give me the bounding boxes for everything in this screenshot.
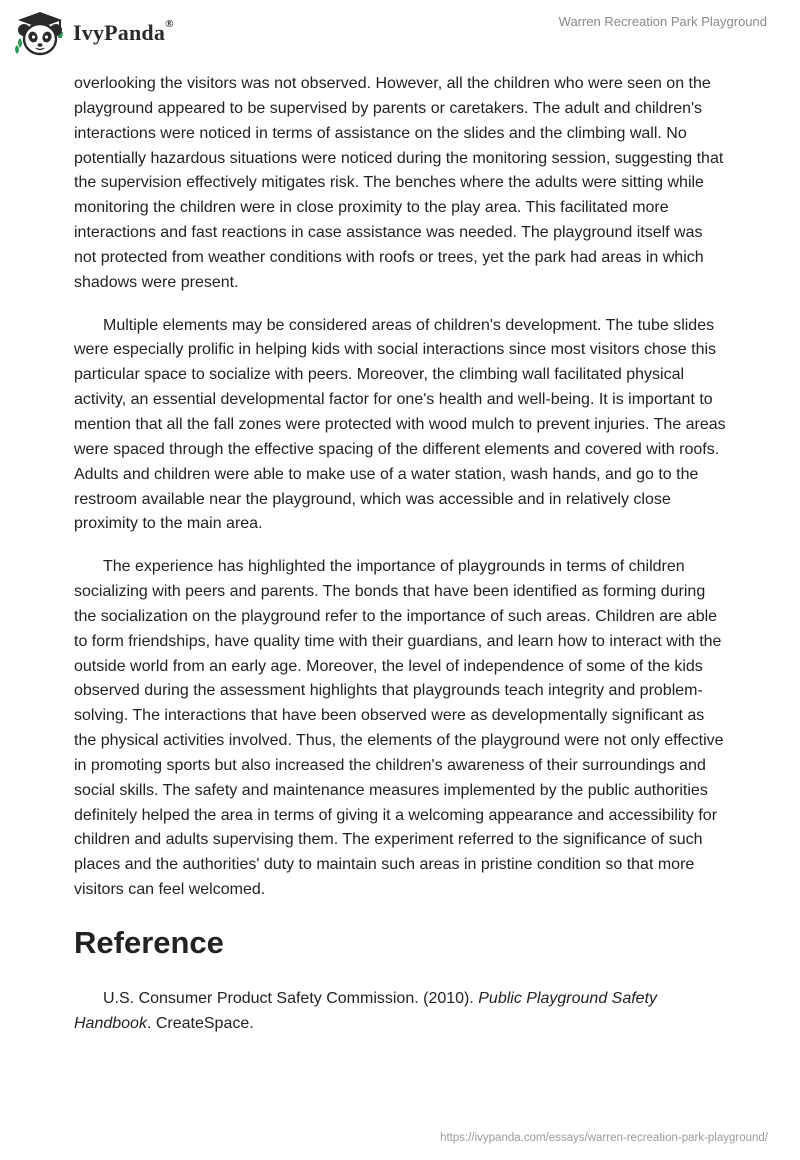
page-header — [0, 0, 800, 70]
brand-name: IvyPanda® — [73, 18, 174, 45]
paragraph: Multiple elements may be considered areas of children's development. The tube slides were especially prolific in helping kids with social interactions since most visitors chose this particular space to socialize with peers. Moreover, the climbing wall facilitated physical activity, an essential developmental factor for one's health and well-being. It is important to mention that all the fall zones were protected with wood mulch to prevent injuries. The areas were spaced through the effective spacing of the different elements and covered with roofs. Adults and children were able to make use of a water station, wash hands, and go to the restroom available near the playground, which was accessible and in relatively close proximity to the main area. — [74, 316, 726, 533]
reference-author-year: U.S. Consumer Product Safety Commission. (2010). — [103, 990, 479, 1007]
reference-publisher: . CreateSpace. — [146, 1014, 254, 1032]
reference-title: Public Playground Safety Handbook — [74, 990, 658, 1032]
essay-body — [74, 72, 728, 1055]
reference-heading: Reference — [74, 925, 224, 960]
source-url[interactable]: https://ivypanda.com/essays/warren-recreation-park-playground/ — [440, 1132, 768, 1144]
reference-entry — [74, 987, 728, 1037]
paragraph: The experience has highlighted the importance of playgrounds in terms of children socializing with peers and parents. The bonds that have been identified as forming during the socialization on the playground refer to the importance of such areas. Children are able to form friendships, have quality time with their guardians, and learn how to interact with the outside world from an early age. Moreover, the level of independence of some of the kids observed during the assessment highlights that playgrounds teach integrity and problem-solving. The interactions that have been observed were as developmentally significant as the physical activities involved. Thus, the elements of the playground were not only effective in promoting sports but also increased the children's awareness of their surroundings and social skills. The safety and maintenance measures implemented by the public authorities definitely helped the area in terms of giving it a welcoming appearance and accessibility for children and adults supervising them. The experiment referred to the significance of such places and the authorities' duty to maintain such areas in pristine condition so that more visitors can feel welcomed. — [74, 558, 724, 899]
paragraph-continued: overlooking the visitors was not observed. However, all the children who were seen on the playground appeared to be supervised by parents or caretakers. The adult and children's interactions were noticed in terms of assistance on the slides and the climbing wall. No potentially hazardous situations were noticed during the monitoring session, suggesting that the supervision effectively mitigates risk. The benches where the adults were sitting while monitoring the children were in close proximity to the play area. This facilitated more interactions and fast reactions in case assistance was needed. The playground itself was not protected from weather conditions with roofs or trees, yet the park had areas in which shadows were present. — [74, 75, 724, 291]
panda-graduation-cap-logo-icon — [14, 8, 66, 58]
registered-mark: ® — [165, 18, 174, 30]
ivypanda-logo[interactable] — [14, 8, 174, 58]
page-title: Warren Recreation Park Playground — [558, 14, 767, 29]
